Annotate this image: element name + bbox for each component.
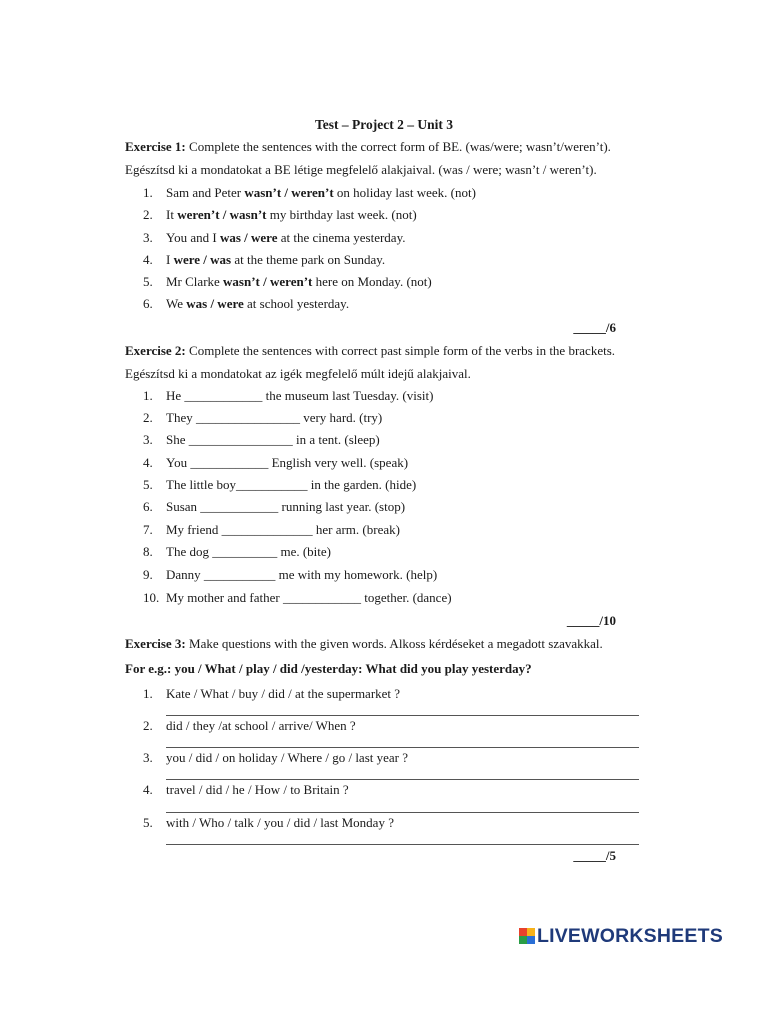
- exercise2-item[interactable]: [143, 544, 331, 560]
- exercise1-item: [143, 252, 385, 268]
- item-number: 1.: [143, 185, 153, 200]
- exercise2-instruction-en: Complete the sentences with correct past simple form of the verbs in the brackets.: [185, 343, 616, 358]
- item-text: did / they /at school / arrive/ When ?: [166, 718, 356, 733]
- logo-square-red: [519, 928, 527, 936]
- item-text: Sam and Peter: [166, 185, 245, 200]
- exercise2-label: Exercise 2:: [125, 343, 186, 358]
- exercise2-instruction: [125, 343, 615, 359]
- item-number: 3.: [143, 432, 153, 447]
- item-number: 2.: [143, 718, 153, 733]
- item-number: 2.: [143, 410, 153, 425]
- exercise3-instruction-text: Make questions with the given words. Alkoss kérdéseket a megadott szavakkal.: [185, 636, 603, 651]
- logo-square-green: [519, 936, 527, 944]
- item-number: 3.: [143, 230, 153, 245]
- item-choice[interactable]: weren’t / wasn’t: [177, 207, 267, 222]
- item-text: Danny ___________ me with my homework. (help): [166, 567, 438, 582]
- exercise2-item[interactable]: [143, 477, 416, 493]
- item-text: at the theme park on Sunday.: [231, 252, 386, 267]
- exercise3-example: For e.g.: you / What / play / did /yesterday: What did you play yesterday?: [125, 661, 532, 676]
- exercise2-item[interactable]: [143, 567, 437, 583]
- item-text: I: [166, 252, 174, 267]
- item-text: You and I: [166, 230, 220, 245]
- exercise2-item[interactable]: [143, 388, 433, 404]
- answer-line[interactable]: [166, 779, 639, 780]
- item-number: 2.: [143, 207, 153, 222]
- exercise2-score: _____/10: [566, 613, 616, 628]
- item-text: at school yesterday.: [243, 296, 350, 311]
- exercise3-item: [143, 750, 408, 766]
- item-number: 9.: [143, 567, 153, 582]
- logo-text: LIVEWORKSHEETS: [537, 924, 723, 947]
- exercise1-item: [143, 274, 432, 290]
- exercise1-item: [143, 296, 349, 312]
- item-text: The little boy___________ in the garden. (hide): [166, 477, 417, 492]
- answer-line[interactable]: [166, 747, 639, 748]
- exercise3-item: [143, 815, 394, 831]
- exercise3-label: Exercise 3:: [125, 636, 186, 651]
- exercise3-score: _____/5: [573, 848, 616, 863]
- item-text: Mr Clarke: [166, 274, 224, 289]
- item-number: 3.: [143, 750, 153, 765]
- exercise3-item: [143, 718, 356, 734]
- item-text: here on Monday. (not): [312, 274, 432, 289]
- exercise1-item: [143, 207, 417, 223]
- exercise2-item[interactable]: [143, 455, 408, 471]
- item-text: My friend ______________ her arm. (break): [166, 522, 400, 537]
- exercise1-score: _____/6: [573, 320, 616, 335]
- item-number: 8.: [143, 544, 153, 559]
- item-number: 7.: [143, 522, 153, 537]
- exercise3-item: [143, 782, 349, 798]
- item-text: She ________________ in a tent. (sleep): [166, 432, 380, 447]
- item-choice[interactable]: was / were: [219, 230, 278, 245]
- item-text: on holiday last week. (not): [333, 185, 476, 200]
- item-text: The dog __________ me. (bite): [166, 544, 331, 559]
- item-text: He ____________ the museum last Tuesday. (visit): [166, 388, 434, 403]
- item-text: travel / did / he / How / to Britain ?: [166, 782, 349, 797]
- item-number: 6.: [143, 296, 153, 311]
- item-text: with / Who / talk / you / did / last Monday ?: [166, 815, 394, 830]
- item-text: They ________________ very hard. (try): [166, 410, 383, 425]
- exercise1-instruction-hu: Egészítsd ki a mondatokat a BE létige megfelelő alakjaival. (was / were; wasn’t / weren’t).: [125, 162, 597, 177]
- answer-line[interactable]: [166, 812, 639, 813]
- exercise2-item[interactable]: [143, 522, 400, 538]
- exercise2-item[interactable]: [143, 410, 382, 426]
- item-text: It: [166, 207, 178, 222]
- item-number: 5.: [143, 815, 153, 830]
- exercise1-item: [143, 230, 405, 246]
- logo-squares-icon: [519, 928, 535, 944]
- liveworksheets-logo: [519, 925, 723, 947]
- item-choice[interactable]: was / were: [186, 296, 244, 311]
- item-number: 1.: [143, 686, 153, 701]
- item-text: Susan ____________ running last year. (stop): [166, 499, 406, 514]
- exercise3-item: [143, 686, 400, 702]
- exercise3-instruction: [125, 636, 603, 652]
- item-number: 5.: [143, 274, 153, 289]
- exercise1-instruction: [125, 139, 611, 155]
- item-choice[interactable]: wasn’t / weren’t: [223, 274, 313, 289]
- exercise1-label: Exercise 1:: [125, 139, 186, 154]
- exercise2-item[interactable]: [143, 499, 405, 515]
- page-title: Test – Project 2 – Unit 3: [315, 117, 453, 132]
- item-number: 6.: [143, 499, 153, 514]
- exercise2-item[interactable]: [143, 590, 452, 606]
- item-text: My mother and father ____________ together. (dance): [166, 590, 452, 605]
- exercise1-item: [143, 185, 476, 201]
- item-text: my birthday last week. (not): [266, 207, 417, 222]
- exercise1-instruction-en: Complete the sentences with the correct form of BE. (was/were; wasn’t/weren’t).: [185, 139, 611, 154]
- item-number: 10.: [143, 590, 160, 605]
- item-choice[interactable]: were / was: [173, 252, 232, 267]
- exercise2-instruction-hu: Egészítsd ki a mondatokat az igék megfelelő múlt idejű alakjaival.: [125, 366, 471, 381]
- item-number: 4.: [143, 252, 153, 267]
- item-text: you / did / on holiday / Where / go / last year ?: [166, 750, 409, 765]
- item-number: 4.: [143, 455, 153, 470]
- item-number: 4.: [143, 782, 153, 797]
- item-number: 5.: [143, 477, 153, 492]
- item-text: at the cinema yesterday.: [277, 230, 406, 245]
- exercise2-item[interactable]: [143, 432, 380, 448]
- logo-square-blue: [527, 936, 535, 944]
- item-text: Kate / What / buy / did / at the supermarket ?: [166, 686, 401, 701]
- item-text: You ____________ English very well. (speak): [166, 455, 409, 470]
- answer-line[interactable]: [166, 844, 639, 845]
- item-text: We: [166, 296, 187, 311]
- item-choice[interactable]: wasn’t / weren’t: [244, 185, 334, 200]
- answer-line[interactable]: [166, 715, 639, 716]
- logo-square-yellow: [527, 928, 535, 936]
- item-number: 1.: [143, 388, 153, 403]
